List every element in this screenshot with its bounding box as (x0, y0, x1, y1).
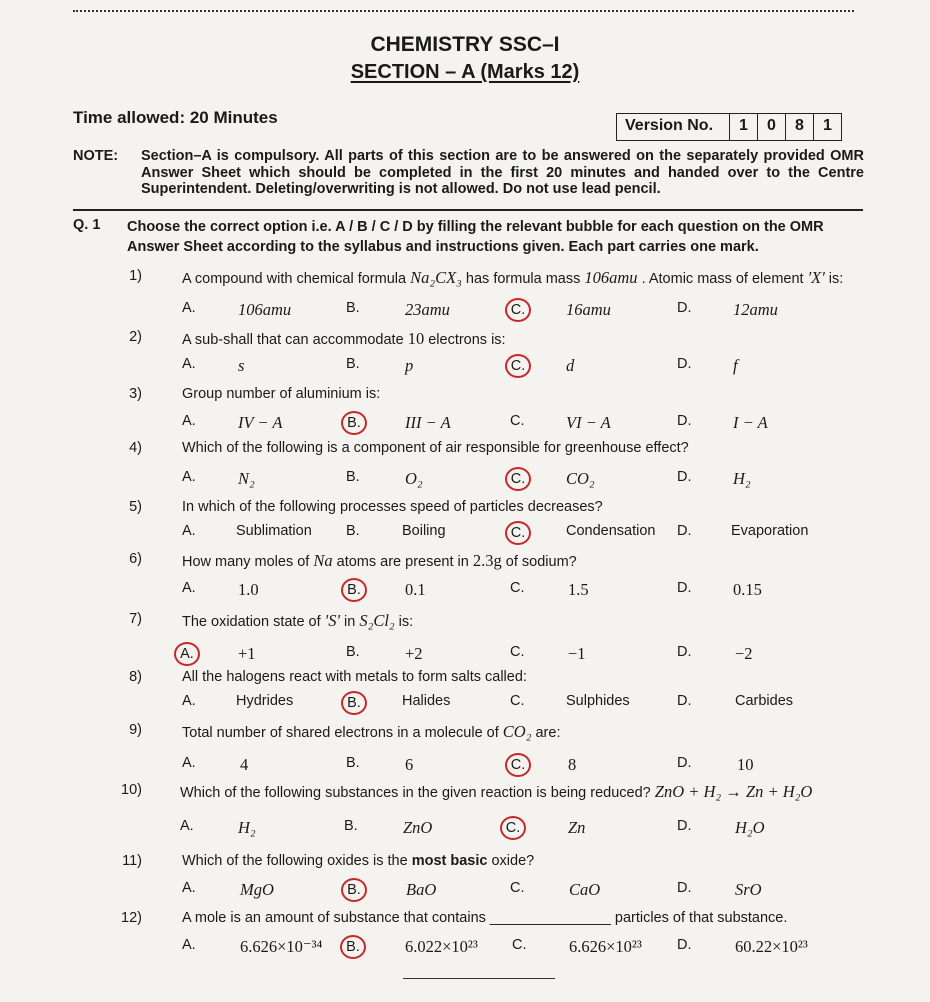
option-label-d[interactable]: D. (677, 937, 692, 953)
option-label-b[interactable]: B. (346, 755, 360, 771)
item-stem: Which of the following oxides is the most basic oxide? (182, 853, 535, 869)
option-value: +1 (238, 644, 256, 663)
item-number: 2) (129, 329, 142, 345)
option-label-c[interactable]: C. (510, 413, 525, 429)
option-label-b[interactable]: B. (344, 818, 358, 834)
question-instruction: Choose the correct option i.e. A / B / C / D by filling the relevant bubble for each question on the OMR Answer Sheet according to the syllabus and instructions given. Each part carries one mark. (127, 219, 824, 255)
option-label-c-selected[interactable]: C. (505, 521, 531, 545)
option-value: Sulphides (566, 693, 630, 709)
option-label-b-selected[interactable]: B. (341, 878, 367, 902)
option-value: BaO (406, 880, 437, 899)
option-value: MgO (240, 880, 274, 899)
option-value: H₂ (733, 469, 751, 488)
item-number: 7) (129, 611, 142, 627)
option-value: SrO (735, 880, 762, 899)
option-value: 6.626×10²³ (569, 937, 642, 956)
option-label-c[interactable]: C. (512, 937, 527, 953)
divider (73, 209, 863, 211)
item-stem: A sub-shall that can accommodate 10 electrons is: (182, 329, 506, 348)
option-label-d[interactable]: D. (677, 644, 692, 660)
option-label-a-selected[interactable]: A. (174, 642, 200, 666)
option-label-d[interactable]: D. (677, 755, 692, 771)
option-label-d[interactable]: D. (677, 880, 692, 896)
option-value: 16amu (566, 300, 611, 319)
option-value: H₂O (735, 818, 765, 837)
option-value: Evaporation (731, 523, 809, 539)
item-stem: Total number of shared electrons in a molecule of CO₂ are: (182, 722, 561, 741)
option-value: f (733, 356, 738, 375)
item-stem: A mole is an amount of substance that contains _______________ particles of that substance. (182, 910, 788, 926)
option-label-a[interactable]: A. (182, 413, 196, 429)
option-value: 1.0 (238, 580, 259, 599)
option-label-c-selected[interactable]: C. (505, 354, 531, 378)
item-stem: Group number of aluminium is: (182, 386, 381, 402)
item-number: 4) (129, 440, 142, 456)
option-value: Halides (402, 693, 451, 709)
option-value: VI − A (566, 413, 611, 432)
note-label: NOTE: (73, 148, 119, 164)
option-value: Hydrides (236, 693, 294, 709)
option-label-c-selected[interactable]: C. (505, 298, 531, 322)
option-value: +2 (405, 644, 423, 663)
section-title: SECTION – A (Marks 12) (350, 61, 580, 83)
option-value: Boiling (402, 523, 446, 539)
option-value: IV − A (238, 413, 283, 432)
item-stem: How many moles of Na atoms are present in 2.3g of sodium? (182, 551, 577, 570)
option-label-b-selected[interactable]: B. (341, 691, 367, 715)
option-label-a[interactable]: A. (182, 880, 196, 896)
option-value: CaO (569, 880, 601, 899)
option-value: 10 (737, 755, 754, 774)
option-label-c[interactable]: C. (510, 880, 525, 896)
option-value: d (566, 356, 575, 375)
item-number: 6) (129, 551, 142, 567)
option-value: I − A (733, 413, 768, 432)
item-number: 5) (129, 499, 142, 515)
item-number: 9) (129, 722, 142, 738)
option-label-a[interactable]: A. (182, 580, 196, 596)
option-label-b[interactable]: B. (346, 469, 360, 485)
option-label-a[interactable]: A. (182, 755, 196, 771)
option-label-b-selected[interactable]: B. (341, 411, 367, 435)
option-label-a[interactable]: A. (180, 818, 194, 834)
option-label-d[interactable]: D. (677, 523, 692, 539)
option-label-d[interactable]: D. (677, 818, 692, 834)
time-allowed: Time allowed: 20 Minutes (73, 108, 278, 127)
version-box (616, 113, 842, 141)
item-stem: Which of the following is a component of air responsible for greenhouse effect? (182, 440, 689, 456)
bottom-line (403, 978, 555, 979)
option-value: 1.5 (568, 580, 589, 599)
item-stem: All the halogens react with metals to form salts called: (182, 669, 527, 685)
option-label-b-selected[interactable]: B. (341, 578, 367, 602)
item-number: 8) (129, 669, 142, 685)
option-value: ZnO (403, 818, 433, 837)
option-label-b[interactable]: B. (346, 644, 360, 660)
top-dotted-line (73, 10, 854, 12)
option-value: Zn (568, 818, 586, 837)
item-number: 11) (122, 853, 142, 869)
version-digit: 8 (786, 114, 814, 140)
option-label-b[interactable]: B. (346, 356, 360, 372)
option-label-d[interactable]: D. (677, 693, 692, 709)
option-label-b[interactable]: B. (346, 523, 360, 539)
item-stem: In which of the following processes speed of particles decreases? (182, 499, 603, 515)
item-stem: The oxidation state of 'S' in S₂Cl₂ is: (182, 611, 414, 630)
option-value: Condensation (566, 523, 656, 539)
option-label-b[interactable]: B. (346, 300, 360, 316)
option-label-c-selected[interactable]: C. (505, 753, 531, 777)
option-value: H₂ (238, 818, 256, 837)
note-text: Section–A is compulsory. All parts of this section are to be answered on the separately provided OMR Answer Sheet which should be completed in the first 20 minutes and handed over to the Centre Superintendent. Deleting/overwriting is not allowed. Do not use lead pencil. (141, 148, 864, 197)
paper-title: CHEMISTRY SSC–I (370, 33, 560, 56)
option-value: 12amu (733, 300, 778, 319)
option-value: 0.15 (733, 580, 762, 599)
option-label-c-selected[interactable]: C. (500, 816, 526, 840)
option-label-c-selected[interactable]: C. (505, 467, 531, 491)
option-value: −2 (735, 644, 753, 663)
option-label-a[interactable]: A. (182, 523, 196, 539)
option-value: N₂ (238, 469, 255, 488)
option-label-b-selected[interactable]: B. (340, 935, 366, 959)
option-label-a[interactable]: A. (182, 469, 196, 485)
item-number: 1) (129, 268, 142, 284)
option-value: −1 (568, 644, 586, 663)
item-number: 3) (129, 386, 142, 402)
item-stem: A compound with chemical formula Na₂CX₃ has formula mass 106amu . Atomic mass of element 'X' is: (182, 268, 844, 287)
option-value: 0.1 (405, 580, 426, 599)
option-value: O₂ (405, 469, 423, 488)
option-label-c[interactable]: C. (510, 644, 525, 660)
question-number: Q. 1 (73, 217, 101, 233)
option-value: 60.22×10²³ (735, 937, 808, 956)
option-value: 6 (405, 755, 414, 774)
item-number: 10) (121, 782, 142, 798)
option-value: CO₂ (566, 469, 595, 488)
option-value: 8 (568, 755, 577, 774)
option-label-d[interactable]: D. (677, 413, 692, 429)
option-label-a[interactable]: A. (182, 937, 196, 953)
option-value: Sublimation (236, 523, 312, 539)
option-value: III − A (405, 413, 451, 432)
option-value: 6.022×10²³ (405, 937, 478, 956)
option-label-c[interactable]: C. (510, 580, 525, 596)
item-number: 12) (121, 910, 142, 926)
option-value: 6.626×10⁻³⁴ (240, 937, 323, 956)
option-value: s (238, 356, 245, 375)
option-label-c[interactable]: C. (510, 693, 525, 709)
option-value: 106amu (238, 300, 292, 319)
option-value: Carbides (735, 693, 794, 709)
option-value: 23amu (405, 300, 450, 319)
option-label-d[interactable]: D. (677, 580, 692, 596)
option-label-d[interactable]: D. (677, 300, 692, 316)
version-label: Version No. (617, 114, 730, 140)
option-value: 4 (240, 755, 249, 774)
option-value: p (405, 356, 414, 375)
version-digit: 1 (730, 114, 758, 140)
option-label-d[interactable]: D. (677, 469, 692, 485)
option-label-a[interactable]: A. (182, 300, 196, 316)
item-stem: Which of the following substances in the given reaction is being reduced? ZnO + H₂ → Zn + H₂O (180, 782, 813, 801)
option-label-a[interactable]: A. (182, 356, 196, 372)
version-digit: 1 (823, 117, 832, 134)
version-digit: 0 (758, 114, 786, 140)
option-label-a[interactable]: A. (182, 693, 196, 709)
option-label-d[interactable]: D. (677, 356, 692, 372)
